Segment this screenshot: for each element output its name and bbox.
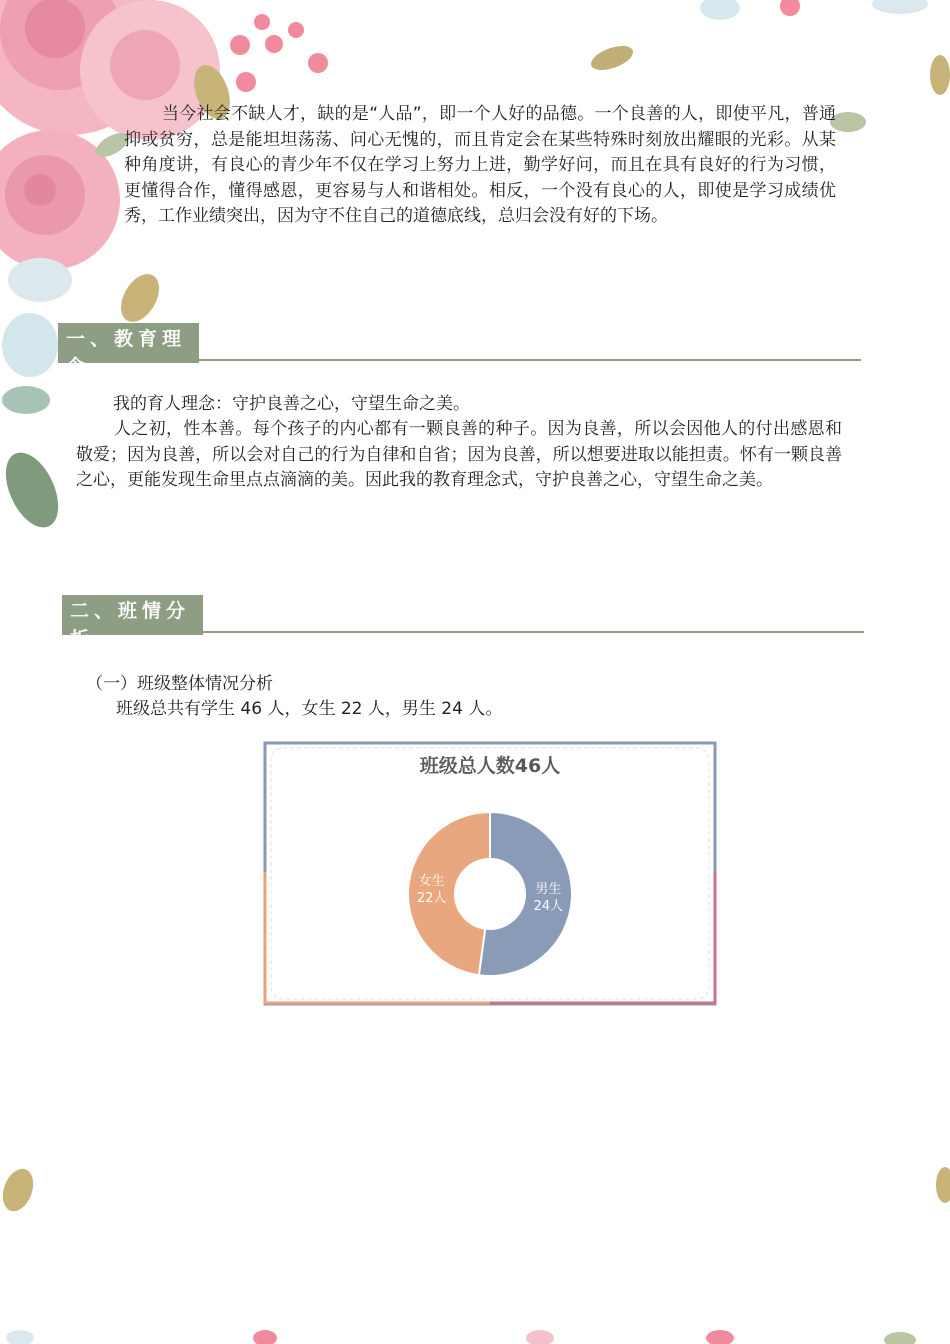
slice-label-name: 男生 — [535, 881, 562, 897]
subsection-title: （一）班级整体情况分析 — [86, 674, 273, 694]
slice-label-name: 女生 — [418, 874, 445, 890]
philosophy-paragraph: 人之初，性本善。每个孩子的内心都有一颗良善的种子。因为良善，所以会因他人的付出感恩和敬爱；因为良善，所以会对自己的行为自律和自省；因为良善，所以想要进取以能担责。怀有一颗良善之心，更能发现生命里点点滴滴的美。因此我的教育理念式，守护良善之心，守望生命之美。 — [76, 419, 842, 490]
philosophy-line: 我的育人理念：守护良善之心，守望生命之美。 — [113, 394, 470, 414]
section-heading-class-analysis — [62, 595, 864, 650]
chart-frame — [264, 742, 716, 1005]
intro-paragraph: 当今社会不缺人才，缺的是“人品”，即一个人好的品德。一个良善的人，即使平凡，普通抑或贫穷，总是能坦坦荡荡、问心无愧的，而且肯定会在某些特殊时刻放出耀眼的光彩。从某种角度讲，有良心的青少年不仅在学习上努力上进，勤学好问，而且在具有良好的行为习惯，更懂得合作，懂得感恩，更容易与人和谐相处。相反，一个没有良心的人，即使是学习成绩优秀，工作业绩突出，因为守不住自己的道德底线，总归会没有好的下场。 — [124, 104, 836, 226]
section-divider — [203, 631, 864, 633]
section-heading-education — [58, 323, 861, 378]
class-summary: 班级总共有学生 46 人，女生 22 人，男生 24 人。 — [116, 699, 503, 719]
slice-label-value: 22人 — [416, 891, 447, 907]
section-divider — [199, 359, 861, 361]
donut-chart — [264, 742, 716, 1005]
slice-label-value: 24人 — [533, 898, 564, 914]
chart-title: 班级总人数46人 — [419, 755, 561, 777]
section-title: 一、教育理念 — [58, 323, 199, 363]
section-title: 二、班情分析 — [62, 595, 203, 635]
